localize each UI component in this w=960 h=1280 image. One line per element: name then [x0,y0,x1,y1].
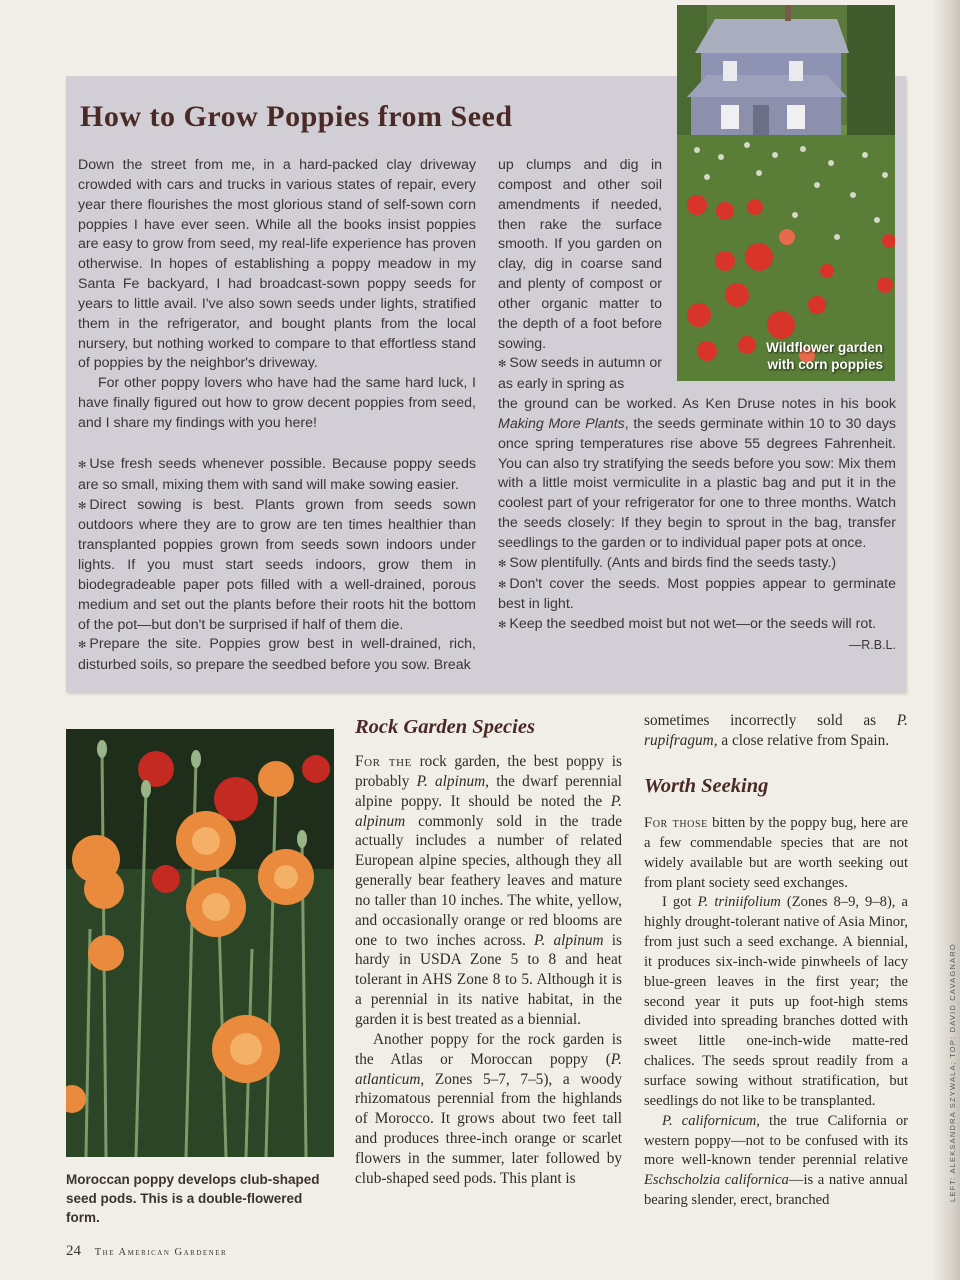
moroccan-poppy-photo [66,729,334,1157]
bullet-icon: ✻ [78,500,87,512]
tip-continuation: up clumps and dig in compost and other soil amendments if needed, then rake the surface smooth. If you garden on clay, dig in coarse sand and plenty of compost or other organic matter to the depth of a foot before sowing. [498,157,662,352]
tip-item: ✻ Direct sowing is best. Plants grown from seeds sown outdoors where they are to grow are ten times healthier than transplanted poppies grown from seeds sown indoors under lights. If you must start seeds indoors, grow them in biodegradeable paper pots filled with a well-drained, porous medium and set out the plants before their roots hit the bottom of the pot—but don't be surprised if half of them die. [78,496,476,633]
body-paragraph: sometimes incorrectly sold as P. rupifragum, a close relative from Spain. [644,712,908,749]
bullet-icon: ✻ [498,359,507,371]
tip-item: ✻ Sow seeds in autumn or as early in spring as [498,355,662,393]
bullet-icon: ✻ [78,640,87,652]
tip-item: ✻ Keep the seedbed moist but not wet—or the seeds will rot. [498,616,877,633]
tip-item: ✻ Sow plentifully. (Ants and birds find the seeds tasty.) [498,554,837,571]
bullet-icon: ✻ [498,620,507,632]
sidebar-column-right [498,395,896,656]
bullet-icon: ✻ [498,579,507,591]
publication-name: The American Gardener [94,1247,228,1258]
tip-item: ✻ Prepare the site. Poppies grow best in well-drained, rich, disturbed soils, so prepare the seedbed before you sow. Break [78,636,476,674]
section-heading: Worth Seeking [644,775,769,797]
body-paragraph: For the rock garden, the best poppy is probably P. alpinum, the dwarf perennial alpine poppy. It should be noted the P. alpinum commonly sold in the trade actually includes a number of related European alpine species, although they all generally bear feathery leaves and mature no taller than 10 inches. The white, yellow, and occasionally orange or red blooms are one to two inches across. P. alpinum is hardy in USDA Zone 5 to 8 and heat tolerant in AHS Zone 8 to 5. Although it is a perennial in its native habitat, in the garden it is best treated as a biennial. [355,753,623,1028]
page-number: 24 [66,1243,81,1259]
wildflower-garden-image [677,5,895,381]
tip-item: ✻ Don't cover the seeds. Most poppies appear to germinate best in light. [498,575,896,613]
sidebar-column-left [78,156,476,676]
sidebar-intro-paragraph: For other poppy lovers who have had the same hard luck, I have finally figured out how to grow decent poppies from seed, and I share my findings with you here! [78,375,476,431]
wildflower-garden-photo [677,5,895,381]
body-paragraph: For those bitten by the poppy bug, here are a few commendable species that are not widely available but are worth seeking out from plant society seed exchanges. [644,815,908,891]
photo-caption: Moroccan poppy develops club-shaped seed pods. This is a double-flowered form. [66,1172,320,1225]
body-paragraph: I got P. triniifolium (Zones 8–9, 9–8), a highly drought-tolerant native of Asia Minor, from just such a seed exchange. A biennial, it produces six-inch-wide pinwheels of lacy blue-green leaves in the first year; the second year it puts up foot-high stems divided into spreading branches dotted with sweet little one-inch-wide matte-red chalices. The seeds sprout readily from a surface sowing without stratification, but seedlings do not like to be transplanted. [644,894,908,1109]
book-title: Making More Plants [498,415,625,432]
photo-credit: LEFT: ALEKSANDRA SZYWALA; TOP: DAVID CAVAGNARO [948,943,957,1202]
bullet-icon: ✻ [78,459,87,471]
section-heading: Rock Garden Species [355,716,535,738]
article-column-middle [355,752,622,1189]
sidebar-intro-paragraph: Down the street from me, in a hard-packed clay driveway crowded with cars and trucks in various states of repair, every year there flourishes the most glorious stand of self-sown corn poppies I have ever seen. While all the books insist poppies are easy to grow from seed, my real-life experience has proven otherwise. In hopes of establishing a poppy meadow in my Santa Fe backyard, I had broadcast-sown poppy seeds for years to little avail. I've also sown seeds under lights, stratified them in the refrigerator, and bought plants from the local nursery, but nothing worked to compare to that effortless stand of poppies by the neighbor's driveway. [78,157,476,372]
tip-continuation: the ground can be worked. As Ken Druse notes in his book Making More Plants, the seeds germinate within 10 to 30 days once spring temperatures rise above 55 degrees Fahrenheit. You can also try stratifying the seeds before you sow: Mix them with a little moist vermiculite in a plastic bag and put it in the coolest part of your refrigerator for one to three months. Watch the seeds closely: If they begin to sprout in the bag, transfer seedlings to the garden or to individual paper pots at once. [498,396,897,551]
body-paragraph: Another poppy for the rock garden is the Atlas or Moroccan poppy (P. atlanticum, Zones 5–7, 7–5), a woody rhizomatous perennial from the highlands of Morocco. It grows about two feet tall and produces three-inch orange or scarlet flowers in the summer, later followed by club-shaped seed pods. This plant is [355,1030,622,1187]
article-column-right-body [644,814,908,1211]
sidebar-column-right-narrow [498,156,662,395]
bullet-icon: ✻ [498,558,507,570]
page-footer [66,1243,227,1260]
sidebar-title: How to Grow Poppies from Seed [80,100,513,133]
tip-item: ✻ Use fresh seeds whenever possible. Because poppy seeds are so small, mixing them with sand will make sowing easier. [78,455,476,493]
photo-caption: Wildflower garden with corn poppies [766,340,883,372]
moroccan-poppy-image [66,729,334,1157]
article-column-right [644,711,908,751]
body-paragraph: P. californicum, the true California or western poppy—not to be confused with its more well-known tender perennial relative Eschscholzia californica—is a native annual bearing slender, erect, branched [644,1112,909,1209]
author-initials: —R.B.L. [848,638,896,653]
